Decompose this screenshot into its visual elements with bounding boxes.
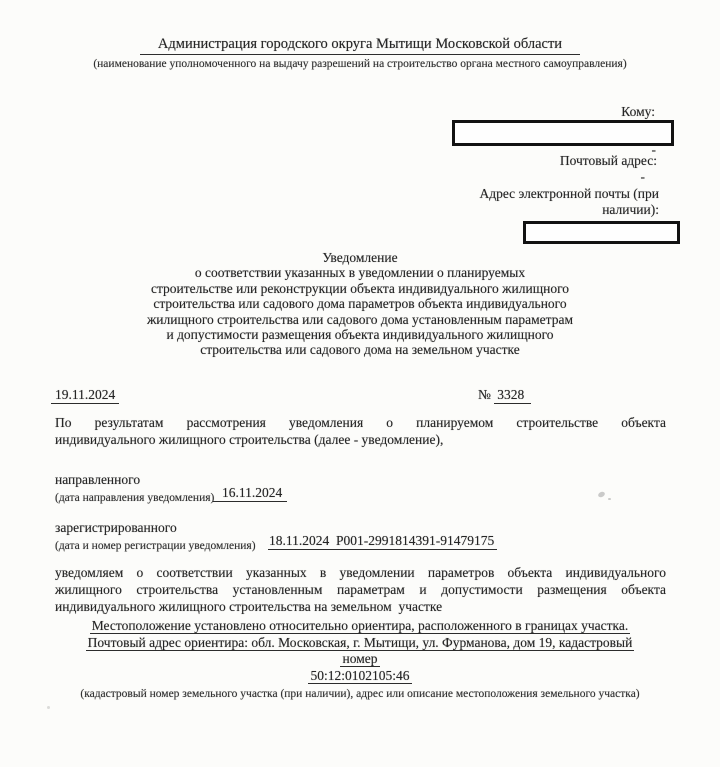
location-block [0,618,720,684]
intro-paragraph [55,414,666,448]
issuing-authority-name [0,36,720,55]
registered-caption: (дата и номер регистрации уведомления) [55,540,256,552]
registered-row [55,533,695,554]
issuing-authority-text: Администрация городского округа Мытищи Московской области [140,36,580,55]
location-line [0,618,720,635]
document-title-line: Уведомление [322,250,398,265]
registered-value: 18.11.2024 P001-2991814391-91479175 [268,533,497,550]
recipient-to-label: Кому: [621,104,655,119]
scan-speckle [47,706,50,709]
conclusion-paragraph-line: индивидуального жилищного строительства на земельном участке [55,598,443,614]
document-number [478,386,531,404]
document-title-line: строительства или садового дома параметров объекта индивидуального [153,296,567,312]
document-number-value: 3328 [494,386,531,404]
document-title-line: строительстве или реконструкции объекта индивидуального жилищного [150,280,570,296]
redaction-box-recipient-name [452,120,674,146]
sent-label: направленного [55,472,141,487]
document-date-value: 19.11.2024 [51,386,119,404]
conclusion-paragraph-line: жилищного строительства установленным параметрам и допустимости размещения объекта [55,581,666,597]
location-line [0,635,720,652]
postal-address-dash: - [640,169,645,184]
intro-paragraph-line: индивидуального жилищного строительства (далее - уведомление), [55,432,444,447]
scan-speckle [608,498,611,500]
conclusion-paragraph-line: уведомляем о соответствии указанных в уведомлении параметров объекта индивидуального [55,565,666,580]
location-line-text: номер [342,651,378,667]
location-line-text: Почтовый адрес ориентира: обл. Московская, г. Мытищи, ул. Фурманова, дом 19, кадастровый [87,634,633,650]
document-date [51,386,119,404]
document-title [0,250,720,358]
recipient-name-dash: - [651,142,656,157]
email-address-label-line2: наличии): [602,201,659,217]
number-sign: № [478,387,491,402]
registered-label: зарегистрированного [55,520,177,535]
email-address-label [479,186,659,217]
postal-address-label: Почтовый адрес: [559,153,657,168]
intro-paragraph-line: По результатам рассмотрения уведомления о планируемом строительстве объекта [55,415,666,430]
sent-row [55,485,675,506]
cadastral-caption: (кадастровый номер земельного участка (при наличии), адрес или описание местоположения земельного участка) [80,688,640,700]
email-address-label-line1: Адрес электронной почты (при [479,186,659,201]
document-title-line: строительства или садового дома на земельном участке [200,342,520,358]
issuing-authority-caption: (наименование уполномоченного на выдачу разрешений на строительство органа местного самоуправления) [93,58,627,70]
cadastral-number [0,668,720,685]
location-line-text: Местоположение установлено относительно ориентира, расположенного в границах участка. [91,618,629,633]
document-title-line: о соответствии указанных в уведомлении о планируемых [194,265,526,281]
redaction-box-email [523,221,680,244]
cadastral-number-text: 50:12:0102105:46 [310,667,410,683]
conclusion-paragraph [55,565,666,615]
document-title-line: жилищного строительства или садового дома установленным параметрам [146,311,574,327]
sent-date-value: 16.11.2024 [213,485,287,502]
sent-date-caption: (дата направления уведомления) [55,492,215,504]
document-title-line: и допустимости размещения объекта индивидуального жилищного [166,327,554,343]
location-line [0,651,720,668]
